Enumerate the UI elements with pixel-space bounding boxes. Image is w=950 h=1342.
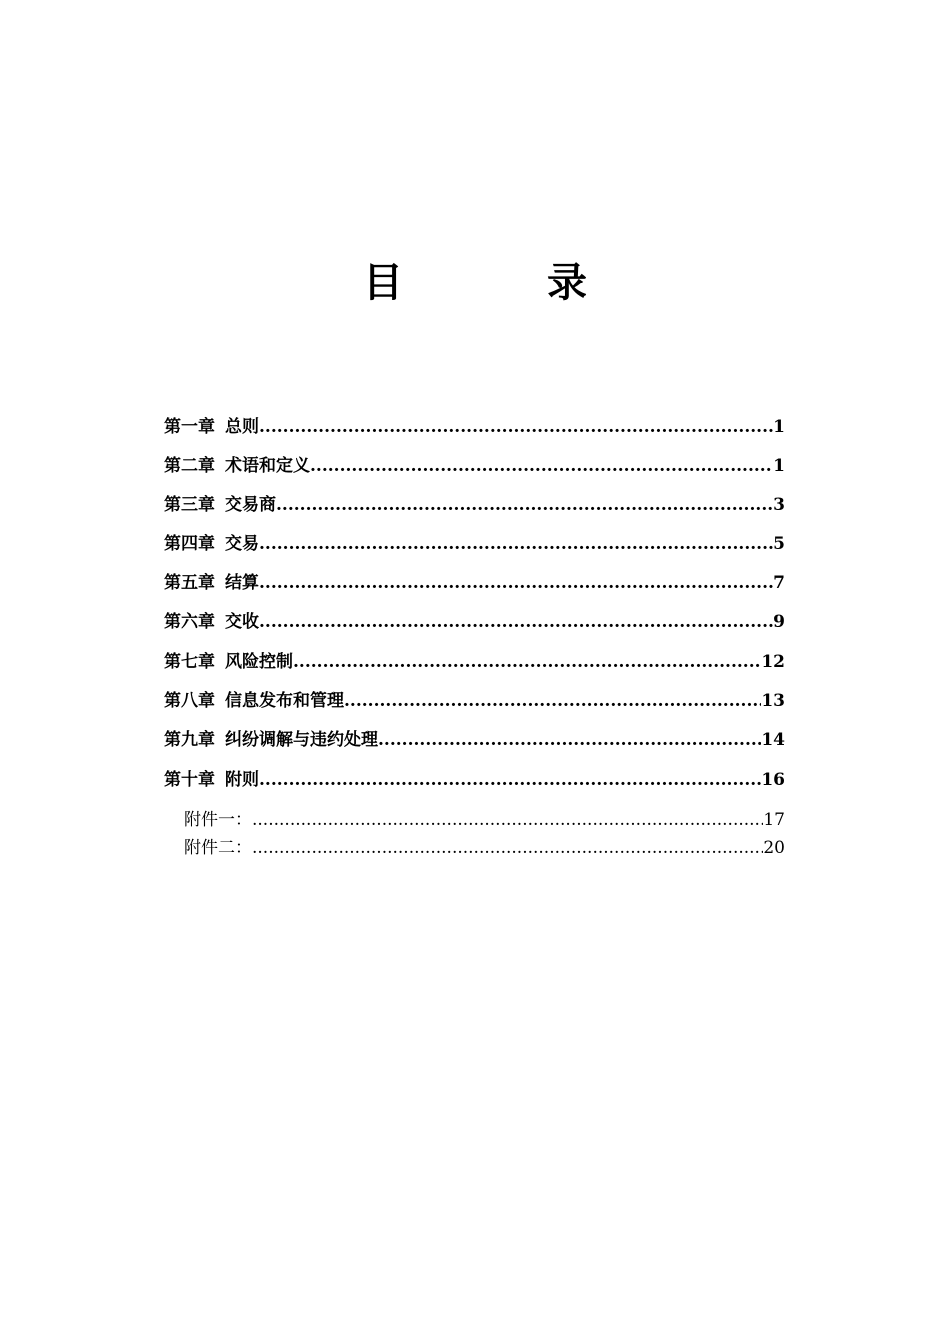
dot-leader — [259, 610, 773, 634]
page-number: 5 — [773, 534, 785, 554]
page-number: 12 — [761, 652, 785, 672]
toc-entry-chapter-4[interactable] — [164, 532, 785, 556]
chapter-title: 风险控制 — [225, 652, 293, 672]
dot-leader — [310, 454, 773, 478]
dot-leader — [378, 728, 761, 752]
toc-entry-chapter-7[interactable] — [164, 650, 785, 674]
chapter-number: 第八章 — [164, 691, 215, 711]
page-number: 3 — [773, 495, 785, 515]
chapter-title: 结算 — [225, 573, 259, 593]
chapter-number: 第四章 — [164, 534, 215, 554]
dot-leader — [259, 532, 773, 556]
chapter-number: 第九章 — [164, 730, 215, 750]
dot-leader — [293, 650, 761, 674]
chapter-title: 附则 — [225, 770, 259, 790]
page-number: 7 — [773, 573, 785, 593]
chapter-title: 信息发布和管理 — [225, 691, 344, 711]
chapter-title: 术语和定义 — [225, 456, 310, 476]
chapter-title: 总则 — [225, 417, 259, 437]
dot-leader — [259, 415, 773, 439]
toc-entry-chapter-5[interactable] — [164, 571, 785, 595]
dot-leader — [344, 689, 761, 713]
chapter-number: 第三章 — [164, 495, 215, 515]
chapter-title: 交易商 — [225, 495, 276, 515]
toc-entry-chapter-3[interactable] — [164, 493, 785, 517]
chapter-number: 第一章 — [164, 417, 215, 437]
dot-leader — [252, 836, 763, 860]
chapter-number: 第六章 — [164, 612, 215, 632]
chapter-number: 第五章 — [164, 573, 215, 593]
toc-entry-chapter-2[interactable] — [164, 454, 785, 478]
chapter-number: 第二章 — [164, 456, 215, 476]
dot-leader — [252, 808, 763, 832]
toc-entry-chapter-9[interactable] — [164, 728, 785, 752]
toc-entry-chapter-8[interactable] — [164, 689, 785, 713]
chapter-title: 交收 — [225, 612, 259, 632]
chapter-title: 交易 — [225, 534, 259, 554]
chapter-title: 纠纷调解与违约处理 — [225, 730, 378, 750]
page-number: 13 — [761, 691, 785, 711]
page-number: 14 — [761, 730, 785, 750]
toc-entry-chapter-1[interactable] — [164, 415, 785, 439]
toc-entry-appendix-2[interactable] — [184, 836, 785, 860]
chapter-number: 第十章 — [164, 770, 215, 790]
page-number: 17 — [763, 810, 785, 830]
page-number: 20 — [763, 838, 785, 858]
appendix-title: 附件一： — [184, 810, 252, 830]
page-number: 1 — [773, 456, 785, 476]
dot-leader — [276, 493, 773, 517]
toc-entry-chapter-10[interactable] — [164, 768, 785, 792]
toc-entry-appendix-1[interactable] — [184, 808, 785, 832]
page-number: 9 — [773, 612, 785, 632]
dot-leader — [259, 768, 761, 792]
page-number: 16 — [761, 770, 785, 790]
appendix-title: 附件二： — [184, 838, 252, 858]
page-number: 1 — [773, 417, 785, 437]
chapter-number: 第七章 — [164, 652, 215, 672]
page-title: 目 录 — [363, 259, 639, 306]
dot-leader — [259, 571, 773, 595]
toc-entry-chapter-6[interactable] — [164, 610, 785, 634]
